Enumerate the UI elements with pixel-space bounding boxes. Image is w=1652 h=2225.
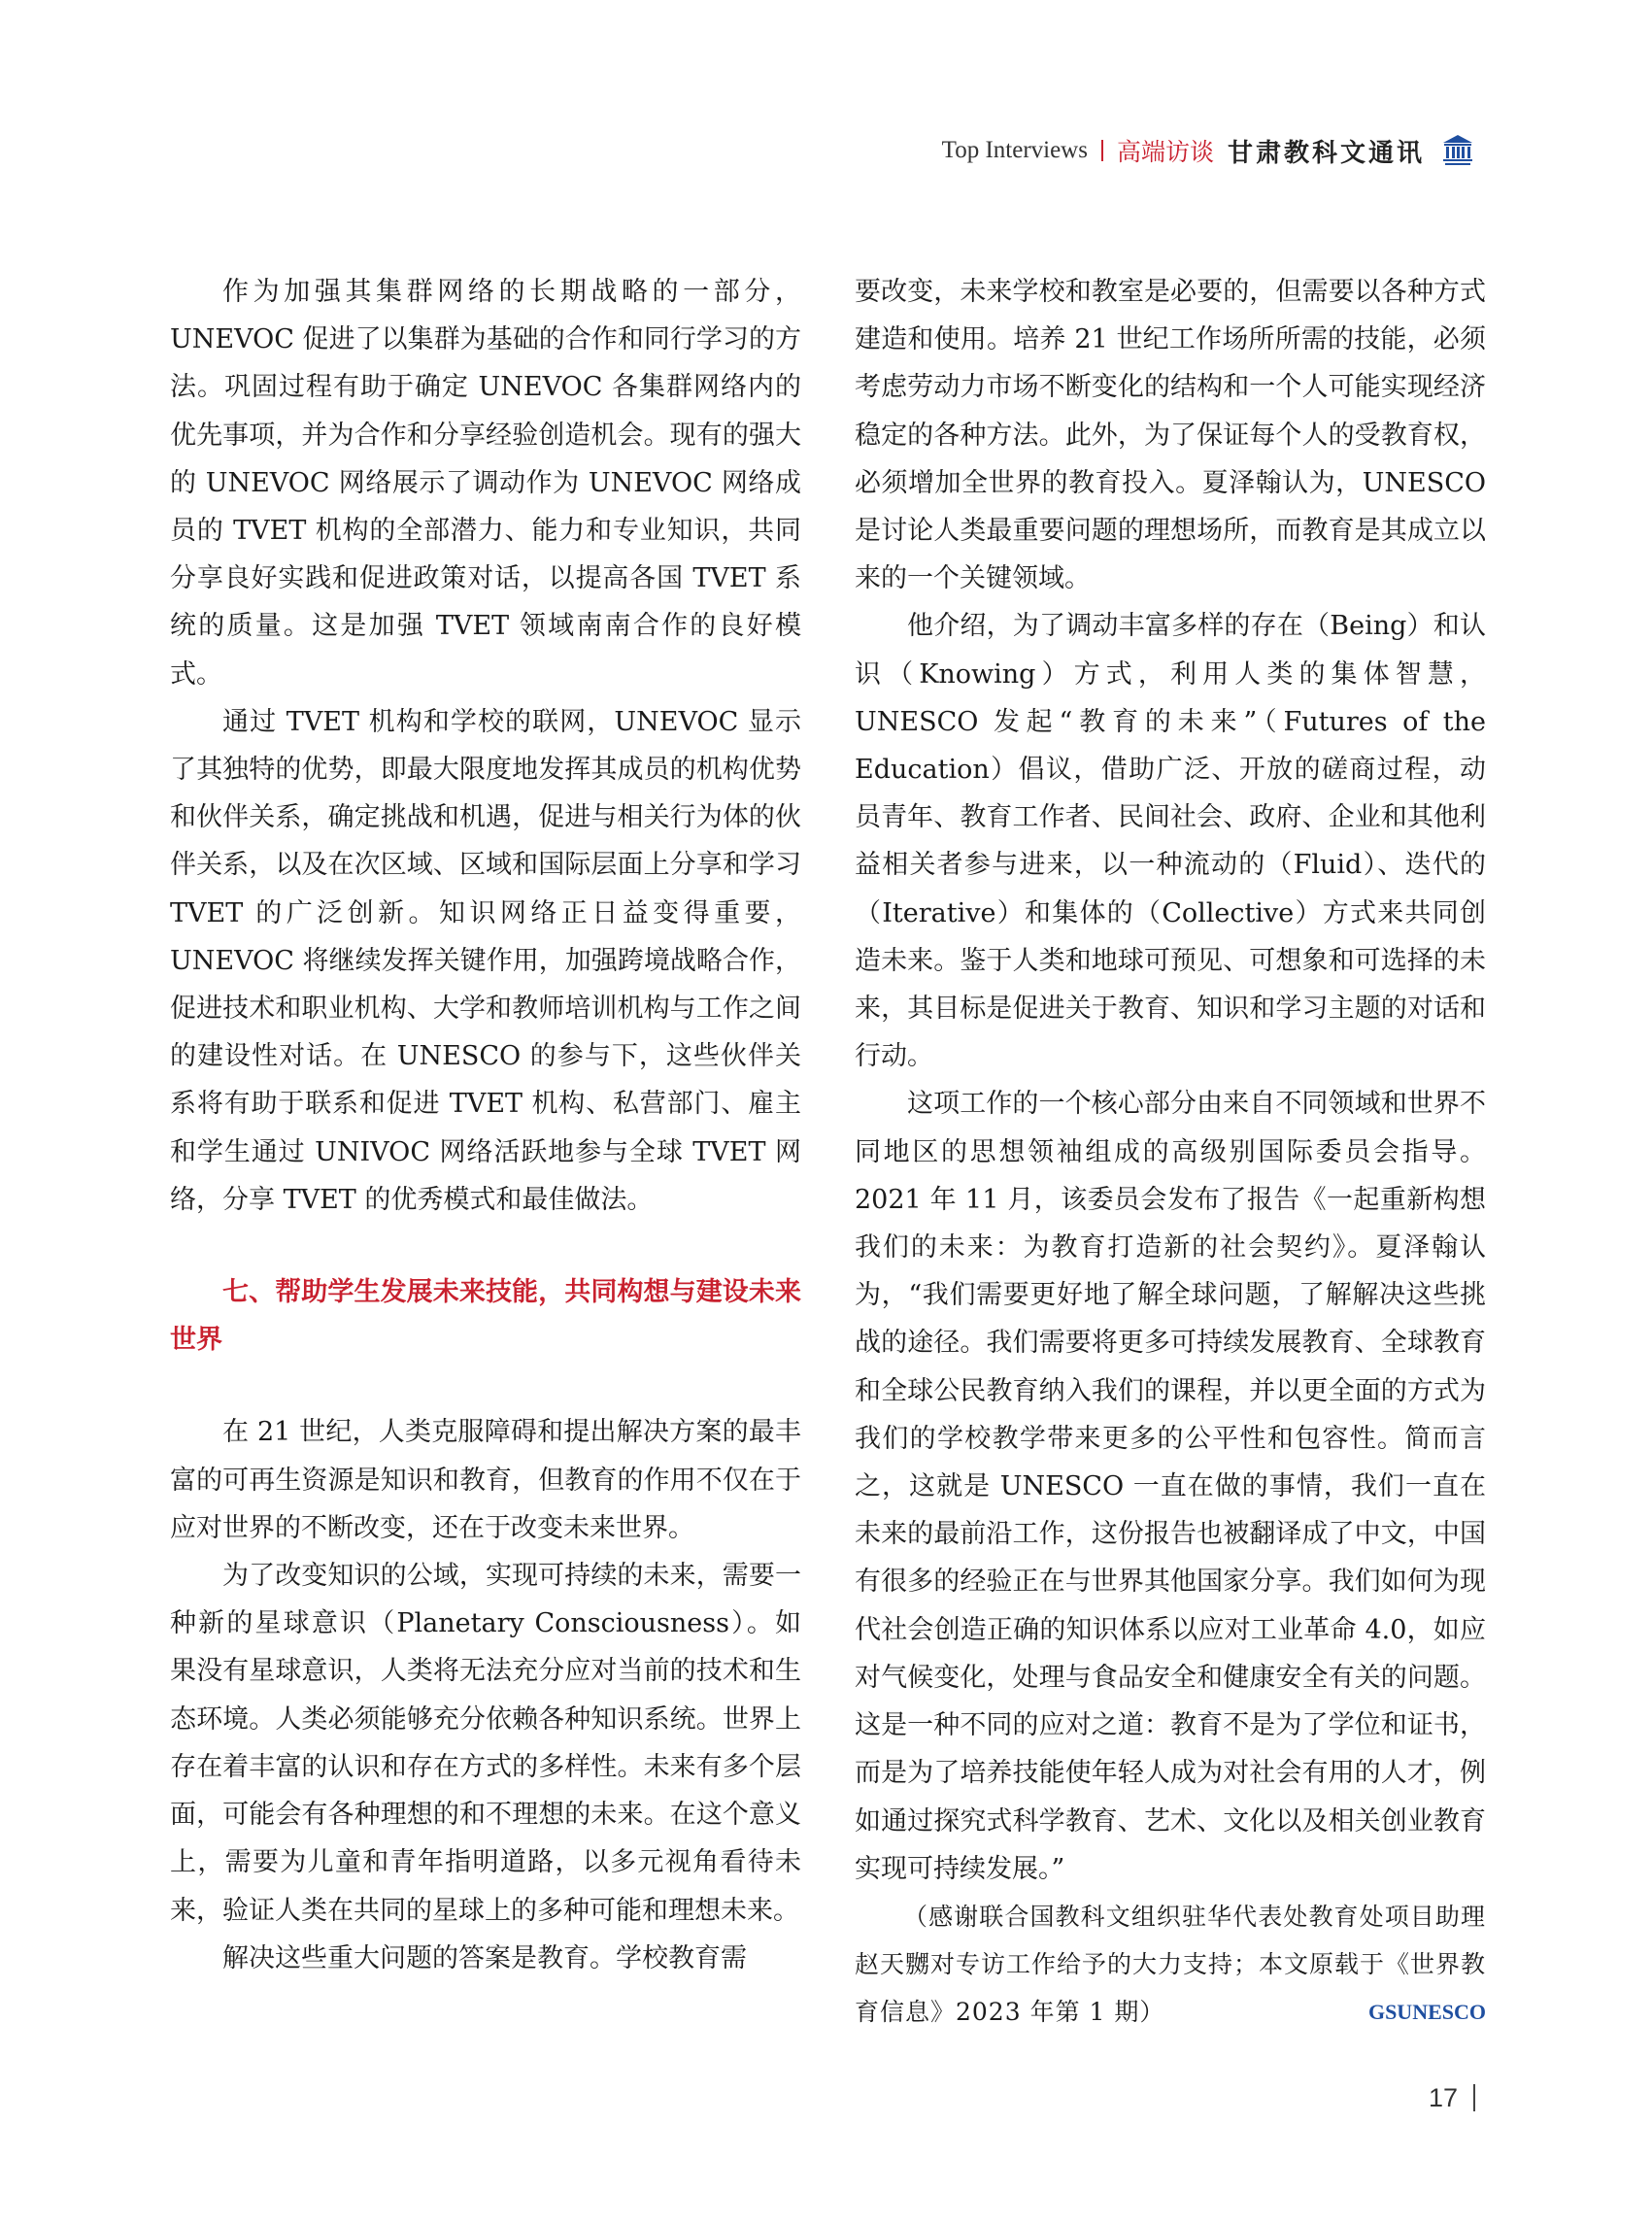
- acknowledgement-text: （感谢联合国教科文组织驻华代表处教育处项目助理赵天嬲对专访工作给予的大力支持；本文原载于《世界教育信息》2023 年第 1 期）: [855, 1902, 1487, 2027]
- section-heading: 七、帮助学生发展未来技能，共同构想与建设未来世界: [170, 1277, 801, 1356]
- body-paragraph: 这项工作的一个核心部分由来自不同领域和世界不同地区的思想领袖组成的高级别国际委员会指导。2021 年 11 月，该委员会发布了报告《一起重新构想我们的未来：为教育打造新的社会契约》。夏泽翰认为，“我们需要更好地了解全球问题，了解解决这些挑战的途径。我们需要将更多可持续发展教育、全球教育和全球公民教育纳入我们的课程，并以更全面的方式为我们的学校教学带来更多的公平性和包容性。简而言之，这就是 UNESCO 一直在做的事情，我们一直在未来的最前沿工作，这份报告也被翻译成了中文，中国有很多的经验正在与世界其他国家分享。我们如何为现代社会创造正确的知识体系以应对工业革命 4.0，如应对气候变化，处理与食品安全和健康安全有关的问题。这是一种不同的应对之道：教育不是为了学位和证书，而是为了培养技能使年轻人成为对社会有用的人才，例如通过探究式科学教育、艺术、文化以及相关创业教育实现可持续发展。”: [855, 1089, 1486, 1884]
- body-paragraph: 通过 TVET 机构和学校的联网，UNEVOC 显示了其独特的优势，即最大限度地发挥其成员的机构优势和伙伴关系，确定挑战和机遇，促进与相关行为体的伙伴关系，以及在次区域、区域和国际层面上分享和学习 TVET 的广泛创新。知识网络正日益变得重要，UNEVOC 将继续发挥关键作用，加强跨境战略合作，促进技术和职业机构、大学和教师培训机构与工作之间的建设性对话。在 UNESCO 的参与下，这些伙伴关系将有助于联系和促进 TVET 机构、私营部门、雇主和学生通过 UNIVOC 网络活跃地参与全球 TVET 网络，分享 TVET 的优秀模式和最佳做法。: [170, 706, 801, 1215]
- body-paragraph: 为了改变知识的公域，实现可持续的未来，需要一种新的星球意识（Planetary Consciousness）。如果没有星球意识，人类将无法充分应对当前的技术和生态环境。人类必须能够充分依赖各种知识系统。世界上存在着丰富的认识和存在方式的多样性。未来有多个层面，可能会有各种理想的和不理想的未来。在这个意义上，需要为儿童和青年指明道路，以多元视角看待未来，验证人类在共同的星球上的多种可能和理想未来。: [170, 1561, 801, 1926]
- right-column: [855, 268, 1486, 2037]
- body-paragraph: 作为加强其集群网络的长期战略的一部分，UNEVOC 促进了以集群为基础的合作和同行学习的方法。巩固过程有助于确定 UNEVOC 各集群网络内的优先事项，并为合作和分享经验创造机会。现有的强大的 UNEVOC 网络展示了调动作为 UNEVOC 网络成员的 TVET 机构的全部潜力、能力和专业知识，共同分享良好实践和促进政策对话，以提高各国 TVET 系统的质量。这是加强 TVET 领域南南合作的良好模式。: [170, 277, 801, 690]
- unesco-temple-logo-icon: [1438, 131, 1477, 170]
- header-chinese-title: 高端访谈: [1116, 138, 1214, 166]
- header-english-title: Top Interviews: [941, 137, 1088, 163]
- body-paragraph: 要改变，未来学校和教室是必要的，但需要以各种方式建造和使用。培养 21 世纪工作场所所需的技能，必须考虑劳动力市场不断变化的结构和一个人可能实现经济稳定的各种方法。此外，为了保证每个人的受教育权，必须增加全世界的教育投入。夏泽翰认为，UNESCO 是讨论人类最重要问题的理想场所，而教育是其成立以来的一个关键领域。: [855, 277, 1486, 594]
- page-number-rule: [1473, 2084, 1475, 2111]
- acknowledgement-note: [855, 1893, 1486, 2037]
- body-paragraph: 他介绍，为了调动丰富多样的存在（Being）和认识（Knowing）方式，利用人类的集体智慧，UNESCO 发起“教育的未来”（Futures of the Education）倡议，借助广泛、开放的磋商过程，动员青年、教育工作者、民间社会、政府、企业和其他利益相关者参与进来，以一种流动的（Fluid）、迭代的（Iterative）和集体的（Collective）方式来共同创造未来。鉴于人类和地球可预见、可想象和可选择的未来，其目标是促进关于教育、知识和学习主题的对话和行动。: [855, 611, 1486, 1072]
- article-signature: GSUNESCO: [1367, 2000, 1486, 2025]
- left-column: [170, 268, 801, 1982]
- header-divider: [1101, 140, 1103, 161]
- header-brand-name: 甘肃教科文通讯: [1227, 138, 1425, 168]
- page-number: 17: [1428, 2083, 1458, 2112]
- page-header: [942, 131, 1477, 170]
- body-paragraph: 解决这些重大问题的答案是教育。学校教育需: [222, 1942, 747, 1973]
- body-paragraph: 在 21 世纪，人类克服障碍和提出解决方案的最丰富的可再生资源是知识和教育，但教育的作用不仅在于应对世界的不断改变，还在于改变未来世界。: [170, 1417, 801, 1543]
